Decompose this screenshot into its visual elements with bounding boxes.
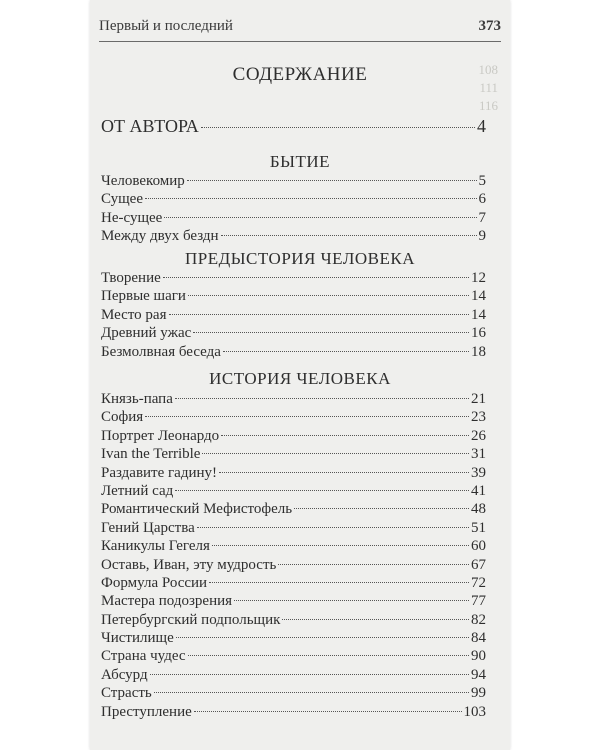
toc-entry[interactable] bbox=[101, 574, 486, 592]
dot-leader bbox=[202, 453, 469, 454]
toc-entry[interactable] bbox=[101, 390, 486, 408]
toc-entry[interactable] bbox=[101, 445, 486, 463]
dot-leader bbox=[194, 711, 462, 712]
toc-entry[interactable] bbox=[101, 684, 486, 702]
dot-leader bbox=[175, 398, 469, 399]
toc-entry-label: Место рая bbox=[101, 306, 167, 323]
toc-entry-page: 48 bbox=[471, 501, 486, 518]
toc-entry-label: София bbox=[101, 409, 144, 426]
show-through-text: 108 bbox=[478, 62, 498, 77]
dot-leader bbox=[145, 416, 469, 417]
dot-leader bbox=[176, 637, 469, 638]
toc-entry[interactable] bbox=[101, 482, 486, 500]
toc-entry[interactable] bbox=[101, 519, 486, 537]
dot-leader bbox=[294, 508, 469, 509]
toc-entry[interactable] bbox=[101, 190, 486, 208]
dot-leader bbox=[169, 314, 470, 315]
dot-leader bbox=[150, 674, 469, 675]
toc-entry-label: Формула России bbox=[101, 574, 208, 591]
toc-entry-label: Сущее bbox=[101, 191, 143, 208]
dot-leader bbox=[197, 527, 469, 528]
toc-entry[interactable] bbox=[101, 537, 486, 555]
toc-entry[interactable] bbox=[101, 666, 486, 684]
toc-entry[interactable] bbox=[101, 647, 486, 665]
toc-entry-label: ОТ АВТОРА bbox=[101, 116, 199, 136]
toc-entry-page: 14 bbox=[471, 306, 486, 323]
toc-entry[interactable] bbox=[101, 408, 486, 426]
running-title: Первый и последний bbox=[99, 18, 233, 34]
toc-entry[interactable] bbox=[101, 269, 486, 287]
toc-entry[interactable] bbox=[101, 324, 486, 342]
toc-title: СОДЕРЖАНИЕ bbox=[232, 64, 368, 85]
toc-entry-label: Творение bbox=[101, 270, 161, 286]
toc-entry-label: Человекомир bbox=[101, 173, 185, 189]
toc-entry-label: Преступление bbox=[101, 703, 192, 720]
dot-leader bbox=[282, 619, 469, 620]
toc-entry-page: 41 bbox=[471, 482, 486, 499]
toc-entry-label: Между двух бездн bbox=[101, 228, 219, 245]
toc-entry-label: Портрет Леонардо bbox=[101, 427, 220, 444]
toc-entry-label: Страна чудес bbox=[101, 648, 186, 665]
toc-entry-page: 16 bbox=[471, 325, 486, 342]
dot-leader bbox=[154, 692, 469, 693]
section-heading: ПРЕДЫСТОРИЯ ЧЕЛОВЕКА bbox=[185, 249, 415, 268]
toc-entry-page: 90 bbox=[471, 648, 486, 665]
toc-entry-label: Мастера подозрения bbox=[101, 593, 233, 610]
toc-entry-page: 94 bbox=[471, 666, 486, 683]
toc-entry-label: Каникулы Гегеля bbox=[101, 538, 210, 555]
section-entries bbox=[101, 172, 486, 246]
section-heading: ИСТОРИЯ ЧЕЛОВЕКА bbox=[209, 369, 391, 388]
toc-entry-label: Романтический Мефистофель bbox=[101, 501, 293, 518]
toc-entry-page: 67 bbox=[471, 556, 486, 573]
toc-entry-label: Абсурд bbox=[101, 666, 148, 683]
dot-leader bbox=[188, 295, 469, 296]
toc-entry[interactable] bbox=[101, 306, 486, 324]
toc-entry-page: 14 bbox=[471, 288, 486, 305]
toc-entry-page: 21 bbox=[471, 391, 486, 407]
toc-entry-label: Летний сад bbox=[101, 482, 174, 499]
dot-leader bbox=[188, 655, 469, 656]
toc-entry-page: 82 bbox=[471, 611, 486, 628]
toc-entry-label: Безмолвная беседа bbox=[101, 343, 221, 360]
toc-entry-page: 26 bbox=[471, 427, 486, 444]
toc-entry[interactable] bbox=[101, 464, 486, 482]
book-page bbox=[90, 0, 510, 750]
show-through-text: 116 bbox=[478, 98, 498, 113]
toc-entry-page: 12 bbox=[471, 270, 486, 286]
toc-entry[interactable] bbox=[101, 500, 486, 518]
section-entries bbox=[101, 269, 486, 361]
toc-entry-page: 4 bbox=[477, 116, 486, 136]
toc-entry[interactable] bbox=[101, 209, 486, 227]
toc-entry-page: 60 bbox=[471, 538, 486, 555]
toc-entry-label: Князь-папа bbox=[101, 391, 173, 407]
toc-entry[interactable] bbox=[101, 115, 486, 137]
toc-entry-page: 18 bbox=[471, 343, 486, 360]
dot-leader bbox=[221, 435, 469, 436]
dot-leader bbox=[175, 490, 469, 491]
toc-entry-page: 72 bbox=[471, 574, 486, 591]
running-header bbox=[99, 18, 501, 38]
toc-entry[interactable] bbox=[101, 227, 486, 245]
toc-entry-page: 99 bbox=[471, 685, 486, 702]
toc-entry-label: Не-сущее bbox=[101, 209, 163, 226]
dot-leader bbox=[193, 332, 469, 333]
toc-entry-label: Первые шаги bbox=[101, 288, 186, 305]
toc-entry-label: Ivan the Terrible bbox=[101, 446, 201, 463]
toc-entry-label: Страсть bbox=[101, 685, 152, 702]
toc-entry-label: Чистилище bbox=[101, 630, 174, 647]
toc-entry[interactable] bbox=[101, 343, 486, 361]
dot-leader bbox=[187, 180, 477, 181]
dot-leader bbox=[212, 545, 469, 546]
toc-entry-label: Древний ужас bbox=[101, 325, 192, 342]
toc-entry-label: Оставь, Иван, эту мудрость bbox=[101, 556, 277, 573]
toc-entry-label: Раздавите гадину! bbox=[101, 464, 218, 481]
section-entries bbox=[101, 390, 486, 721]
toc-entry[interactable] bbox=[101, 703, 486, 721]
toc-entry[interactable] bbox=[101, 287, 486, 305]
toc-entry-page: 23 bbox=[471, 409, 486, 426]
dot-leader bbox=[209, 582, 469, 583]
dot-leader bbox=[164, 217, 476, 218]
page-number: 373 bbox=[478, 18, 501, 34]
toc-entry-page: 31 bbox=[471, 446, 486, 463]
show-through-text: 111 bbox=[479, 80, 498, 95]
dot-leader bbox=[223, 351, 469, 352]
toc-entry-page: 77 bbox=[471, 593, 486, 610]
toc-entry-page: 103 bbox=[463, 703, 486, 720]
toc-entry-page: 51 bbox=[471, 519, 486, 536]
toc-entry-page: 39 bbox=[471, 464, 486, 481]
toc-entry-page: 6 bbox=[478, 191, 486, 208]
toc-entry[interactable] bbox=[101, 172, 486, 190]
toc-entry[interactable] bbox=[101, 629, 486, 647]
toc-entry-page: 5 bbox=[478, 173, 486, 189]
dot-leader bbox=[145, 198, 477, 199]
toc-entry-page: 7 bbox=[478, 209, 486, 226]
author-section bbox=[101, 115, 486, 137]
header-rule bbox=[99, 41, 501, 42]
dot-leader bbox=[219, 472, 469, 473]
toc-entry-page: 9 bbox=[478, 228, 486, 245]
dot-leader bbox=[201, 127, 475, 128]
dot-leader bbox=[234, 600, 469, 601]
toc-entry-label: Петербургский подпольщик bbox=[101, 611, 281, 628]
dot-leader bbox=[221, 235, 477, 236]
dot-leader bbox=[278, 564, 469, 565]
toc-entry-label: Гений Царства bbox=[101, 519, 195, 536]
dot-leader bbox=[163, 277, 469, 278]
toc-entry[interactable] bbox=[101, 556, 486, 574]
toc-entry-page: 84 bbox=[471, 630, 486, 647]
section-heading: БЫТИЕ bbox=[269, 152, 331, 171]
toc-entry[interactable] bbox=[101, 592, 486, 610]
toc-entry[interactable] bbox=[101, 611, 486, 629]
toc-entry[interactable] bbox=[101, 427, 486, 445]
